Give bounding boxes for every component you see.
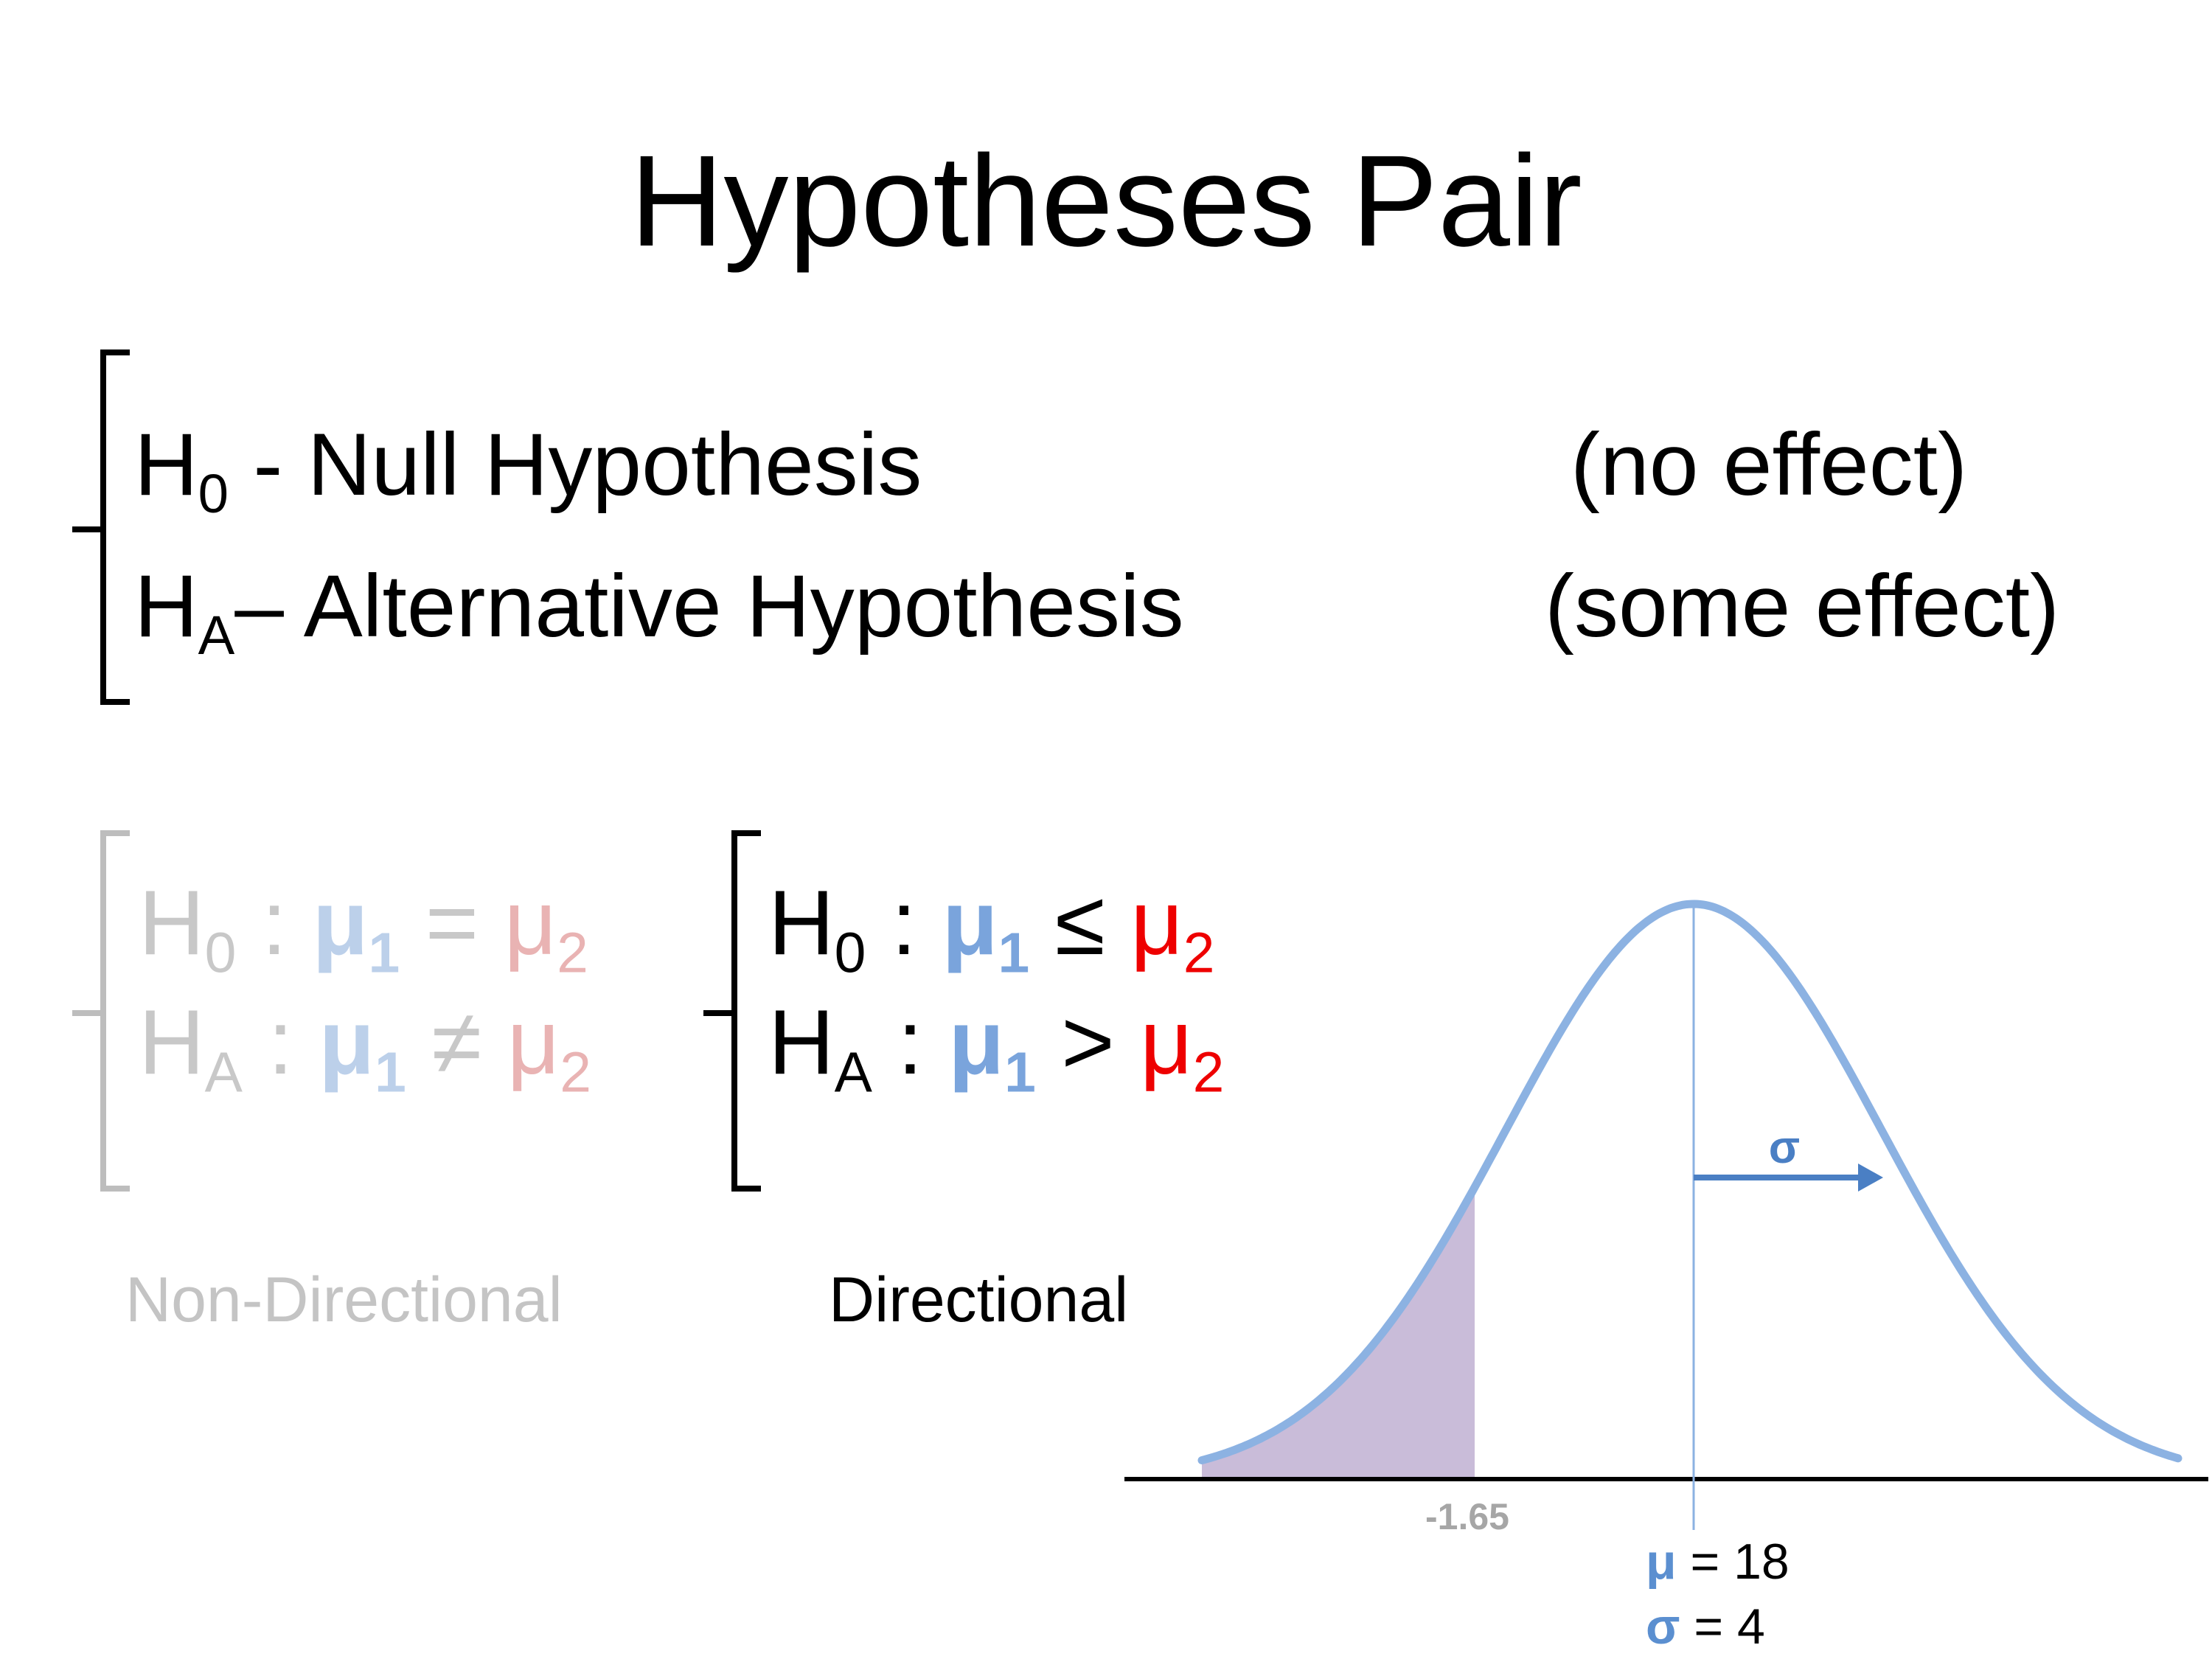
- directional-caption: Directional: [829, 1265, 1129, 1335]
- sd-readout: σ = 4: [1646, 1599, 1765, 1655]
- non-directional-alt-equation: $H_A$ : $\mu_1 \ne \mu_2$: [139, 992, 591, 1105]
- null-hypothesis-note: (no effect): [1571, 415, 1968, 514]
- directional-alt-equation: $H_A$ : $\mu_1 > \mu_2$: [768, 992, 1225, 1105]
- non-directional-null-equation: $H_0$ : $\mu_1 = \mu_2$: [139, 872, 588, 985]
- page-title: Hypotheses Pair: [630, 129, 1582, 274]
- non-directional-caption: Non-Directional: [125, 1265, 563, 1335]
- rejection-region: [1202, 1187, 1475, 1479]
- critical-value-label: -1.65: [1425, 1496, 1509, 1537]
- sigma-arrowhead: [1858, 1164, 1883, 1192]
- null-hypothesis-definition: $H_0$ - Null Hypothesis: [134, 415, 922, 524]
- alternative-hypothesis-definition: $H_A-$ Alternative Hypothesis: [134, 557, 1184, 666]
- mean-readout: μ = 18: [1646, 1534, 1790, 1590]
- alternative-hypothesis-note: (some effect): [1545, 557, 2060, 655]
- bell-curve: [1202, 904, 2178, 1461]
- directional-null-equation: $H_0$ : $\mu_1 \le \mu_2$: [768, 872, 1215, 985]
- sigma-label: σ: [1768, 1122, 1801, 1173]
